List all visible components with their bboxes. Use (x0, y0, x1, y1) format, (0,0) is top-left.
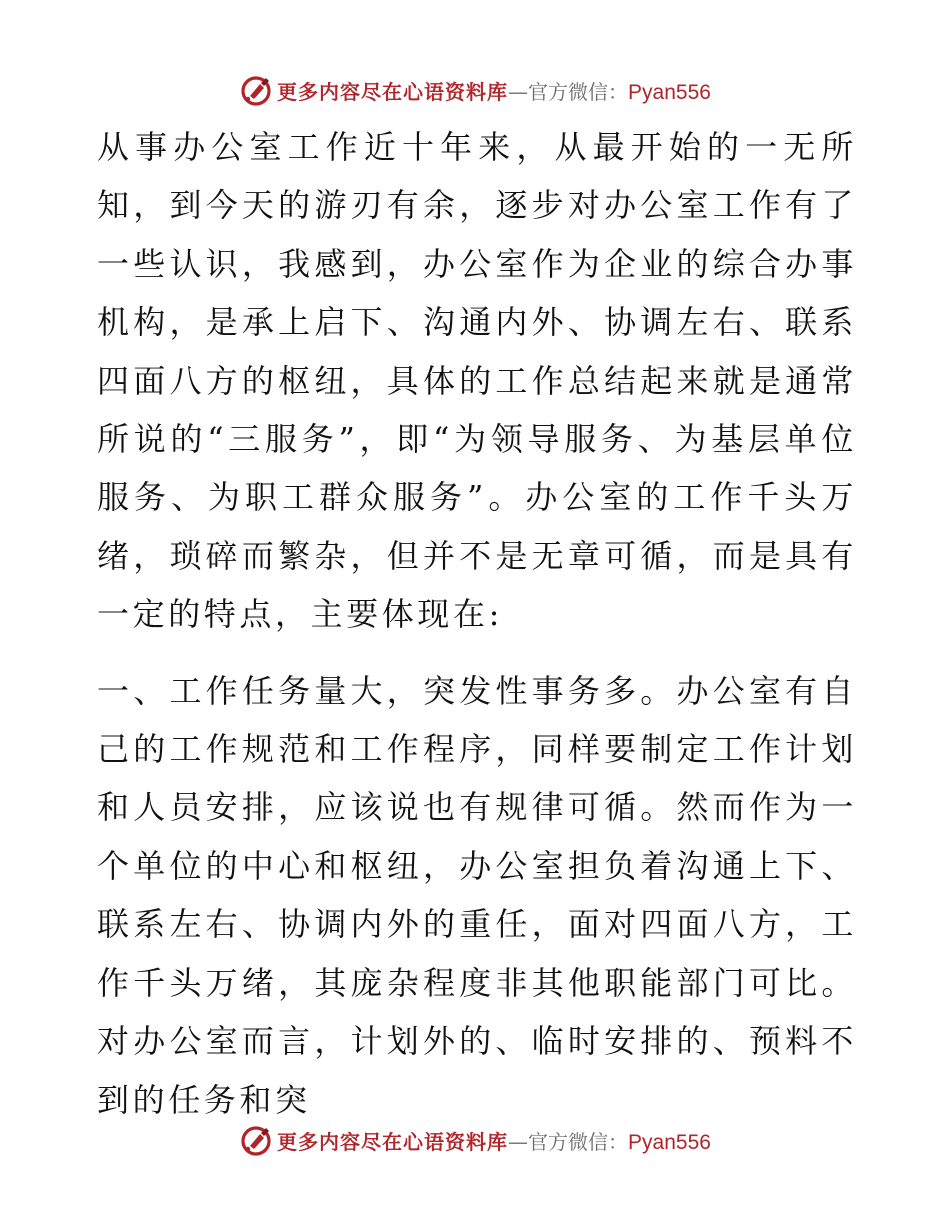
footer-banner (0, 1120, 950, 1160)
banner-separator: — (508, 1129, 529, 1154)
banner-brand-text: 更多内容尽在心语资料库 (277, 79, 509, 104)
paragraph-intro: 从事办公室工作近十年来，从最开始的一无所知，到今天的游刃有余，逐步对办公室工作有了一些认识，我感到，办公室作为企业的综合办事机构，是承上启下、沟通内外、协调左右、联系四面八方的枢纽，具体的工作总结起来就是通常所说的“三服务”，即“为领导服务、为基层单位服务、为职工群众服务”。办公室的工作千头万绪，琐碎而繁杂，但并不是无章可循，而是具有一定的特点，主要体现在: (97, 128, 857, 634)
banner-wechat-id: Pyan556 (628, 80, 711, 104)
paragraph-point-one: 一、工作任务量大，突发性事务多。办公室有自己的工作规范和工作程序，同样要制定工作计划和人员安排，应该说也有规律可循。然而作为一个单位的中心和枢纽，办公室担负着沟通上下、联系左右、协调内外的重任，面对四面八方，工作千头万绪，其庞杂程度非其他职能部门可比。对办公室而言，计划外的、临时安排的、预料不到的任务和突 (97, 671, 857, 1119)
banner-wechat-label: 官方微信： (528, 1129, 629, 1154)
brand-logo-icon (239, 1123, 273, 1157)
banner-wechat-label: 官方微信： (528, 79, 629, 104)
banner-separator: — (508, 79, 529, 104)
banner-brand-text: 更多内容尽在心语资料库 (277, 1129, 509, 1154)
header-banner (0, 70, 950, 110)
brand-logo-icon (239, 73, 273, 107)
document-body (97, 118, 857, 1129)
banner-wechat-id: Pyan556 (628, 1130, 711, 1154)
